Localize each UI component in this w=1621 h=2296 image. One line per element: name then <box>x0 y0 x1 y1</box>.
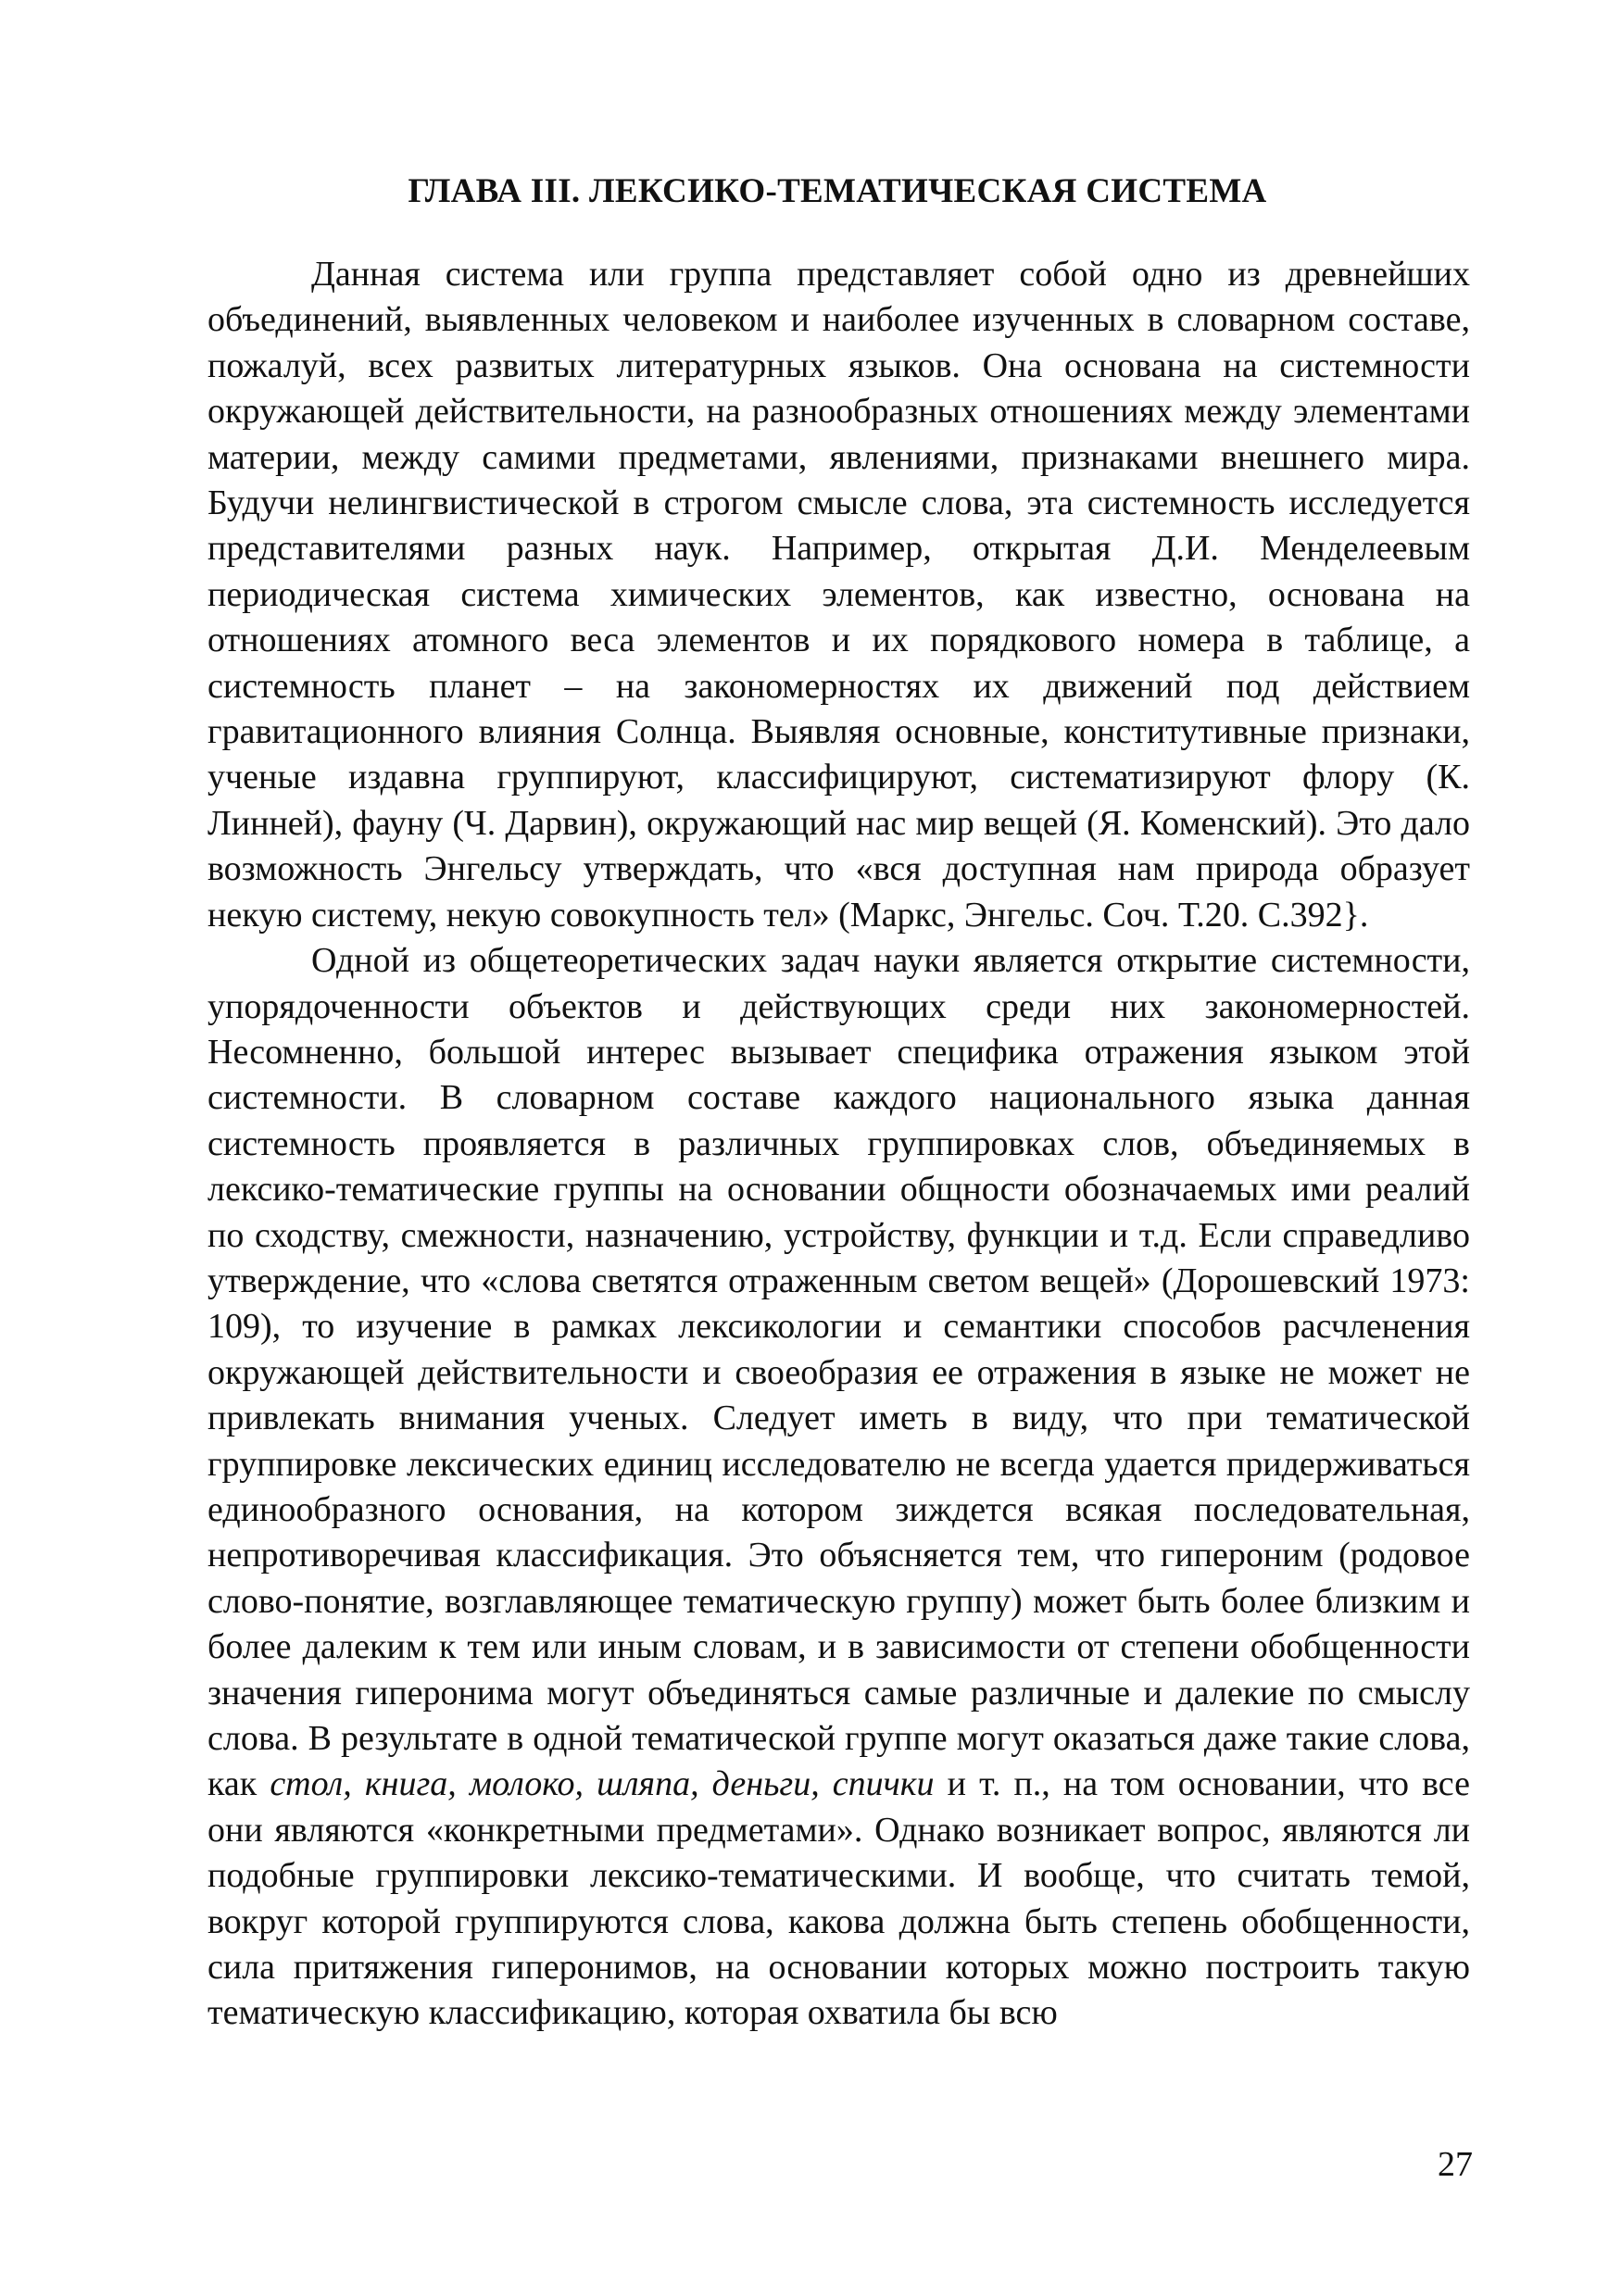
chapter-title: ГЛАВА III. ЛЕКСИКО-ТЕМАТИЧЕСКАЯ СИСТЕМА <box>408 172 1267 210</box>
paragraph-2-text-start: Одной из общетеоретических задач науки является открытие системности, упорядоченности объектов и действующих среди них закономерностей. Несомненно, большой интерес вызывает специфика отражения языком этой системности. В словарном составе каждого национального языка данная системность проявляется в различных группировках слов, объединяемых в лексико-тематические группы на основании общности обозначаемых ими реалий по сходству, смежности, назначению, устройству, функции и т.д. Если справедливо утверждение, что «слова светятся отраженным светом вещей» (Дорошевский 1973: 109), то изучение в рамках лексикологии и семантики способов расчленения окружающей действительности и своеобразия ее отражения в языке не может не привлекать внимания ученых. Следует иметь в виду, что при тематической группировке лексических единиц исследователю не всегда удается придерживаться единообразного основания, на котором зиждется всякая последовательная, непротиворечивая классификация. Это объясняется тем, что гипероним (родовое слово-понятие, возглавляющее тематическую группу) может быть более близким и более далеким к тем или иным словам, и в зависимости от степени обобщенности значения гиперонима могут объединяться самые различные и далекие по смыслу слова. В результате в одной тематической группе могут оказаться даже такие слова, как <box>207 941 1470 1804</box>
paragraph-2-text-end: и т. п., на том основании, что все они являются «конкретными предметами». Однако возникает вопрос, являются ли подобные группировки лексико-тематическими. И вообще, что считать темой, вокруг которой группируются слова, какова должна быть степень обобщенности, сила притяжения гиперонимов, на основании которых можно построить такую тематическую классификацию, которая охватила бы всю <box>207 1764 1470 2033</box>
paragraph-2 <box>207 938 1470 2037</box>
italic-word-list: стол, книга, молоко, шляпа, деньги, спички <box>270 1764 935 1804</box>
page-number: 27 <box>1438 2145 1473 2184</box>
body-text <box>207 252 1470 2037</box>
paragraph-1: Данная система или группа представляет собой одно из древнейших объединений, выявленных человеком и наиболее изученных в словарном составе, пожалуй, всех развитых литературных языков. Она основана на системности окружающей действительности, на разнообразных отношениях между элементами материи, между самими предметами, явлениями, признаками внешнего мира. Будучи нелингвистической в строгом смысле слова, эта системность исследуется представителями разных наук. Например, открытая Д.И. Менделеевым периодическая система химических элементов, как известно, основана на отношениях атомного веса элементов и их порядкового номера в таблице, а системность планет – на закономерностях их движений под действием гравитационного влияния Солнца. Выявляя основные, конститутивные признаки, ученые издавна группируют, классифицируют, систематизируют флору (К. Линней), фауну (Ч. Дарвин), окружающий нас мир вещей (Я. Коменский). Это дало возможность Энгельсу утверждать, что «вся доступная нам природа образует некую систему, некую совокупность тел» (Маркс, Энгельс. Соч. Т.20. С.392}. <box>207 255 1470 935</box>
